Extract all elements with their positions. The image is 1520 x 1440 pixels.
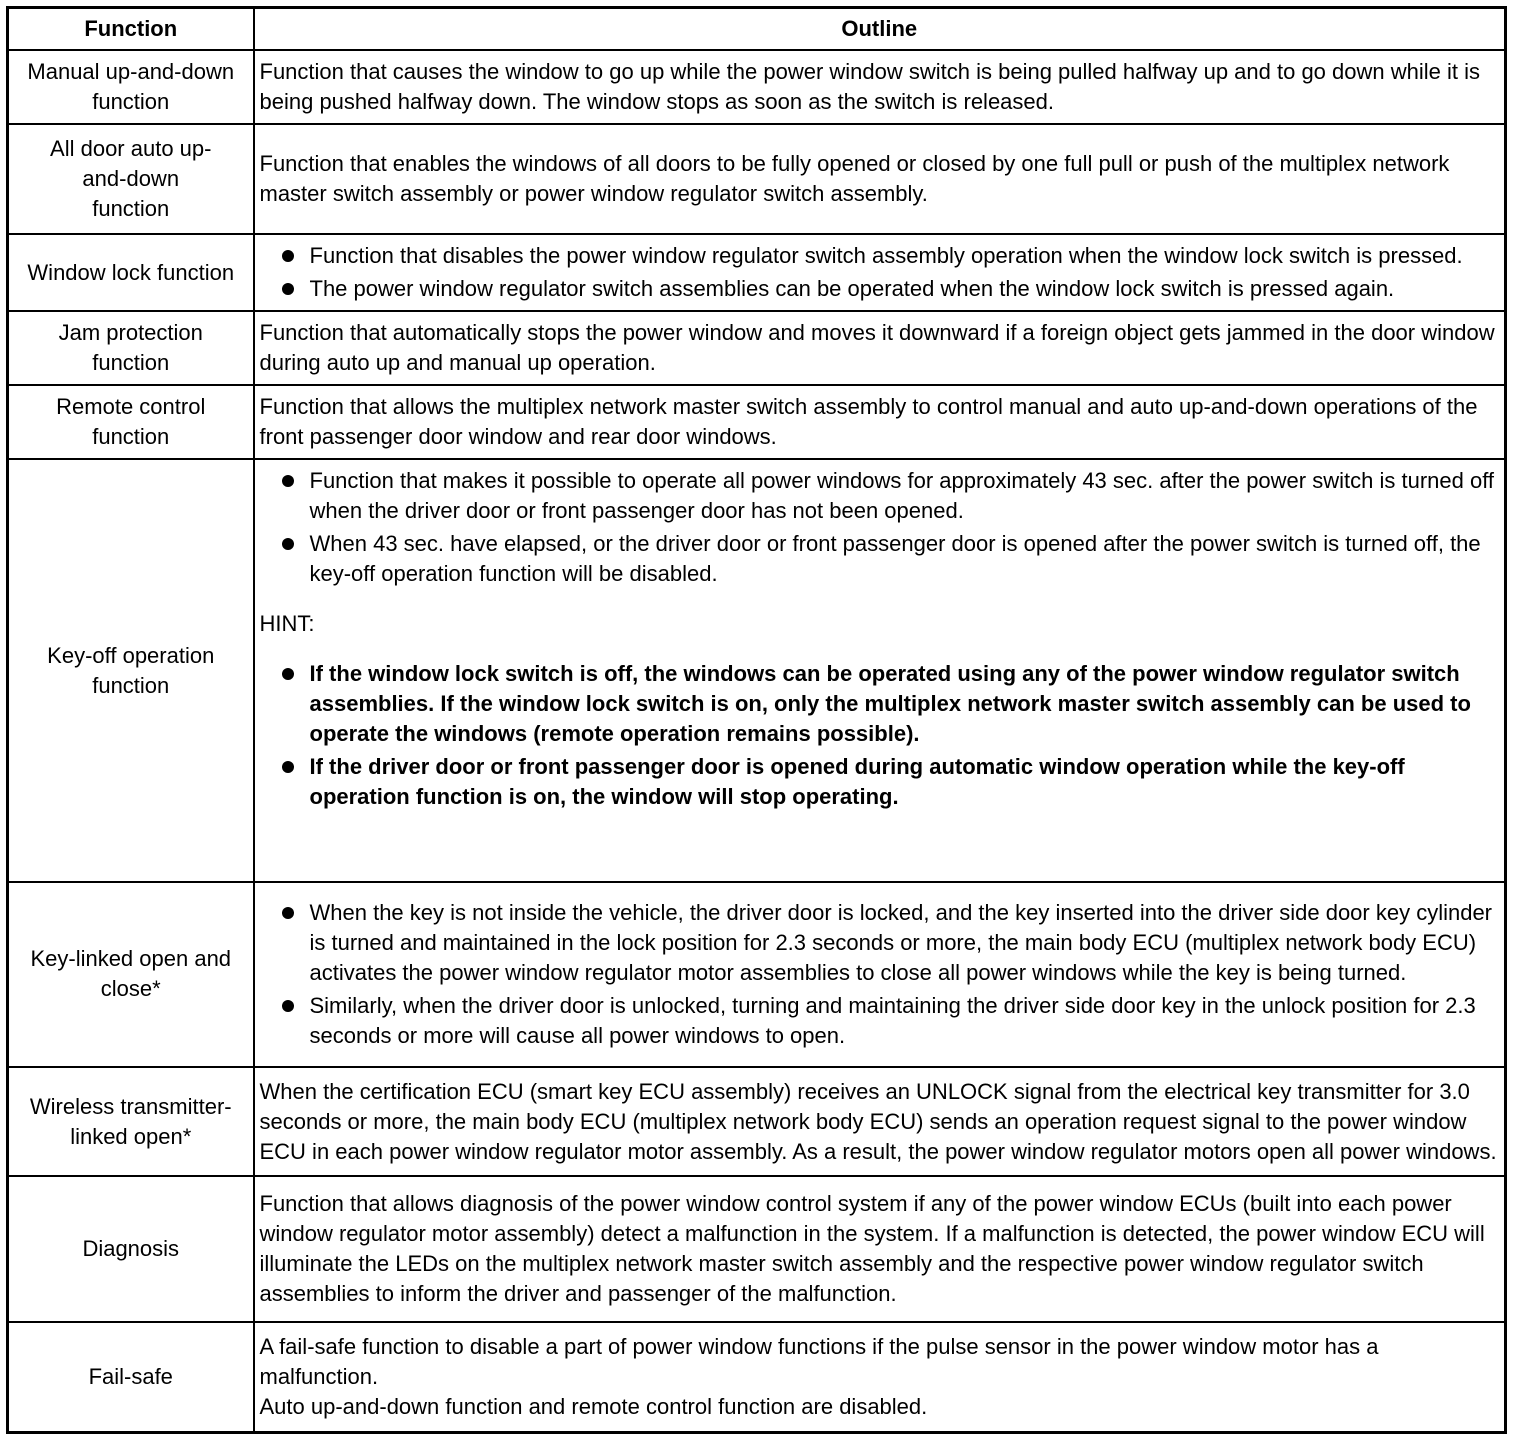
header-function: Function [8,8,254,51]
bullet-item: Function that disables the power window regulator switch assembly operation when the window lock switch is pressed. [260,241,1500,271]
bullet-list [260,466,1500,589]
function-name: Key-linked open and close* [8,882,254,1067]
outline-lines [254,1322,1506,1432]
row-diagnosis [8,1176,1506,1322]
row-fail-safe [8,1322,1506,1432]
function-name-text: Remote control function [56,394,206,450]
function-outline-table [6,6,1507,1434]
outline-line: Auto up-and-down function and remote control function are disabled. [259,1394,928,1420]
bullet-item: Function that makes it possible to operate all power windows for approximately 43 sec. after the power switch is turned off when the driver door or front passenger door has not been opened. [260,466,1500,526]
outline-bullets [254,882,1506,1067]
bullet-item: When 43 sec. have elapsed, or the driver door or front passenger door is opened after the power switch is turned off, the key-off operation function will be disabled. [260,529,1500,589]
outline-line: A fail-safe function to disable a part of power window functions if the pulse sensor in the power window motor has a malfunction. [259,1334,1379,1390]
hint-bullet-list [260,659,1500,812]
header-outline: Outline [254,8,1506,51]
function-name-text: Key-off operation function [47,642,215,698]
row-key-off [8,459,1506,881]
outline-text: Function that allows diagnosis of the power window control system if any of the power window ECUs (built into each power window regulator motor assembly) detect a malfunction in the system. If a malfunction is detected, the power window ECU will illuminate the LEDs on the multiplex network master switch assembly and the respective power window regulator switch assemblies to inform the driver and passenger of the malfunction. [254,1176,1506,1322]
row-window-lock [8,234,1506,312]
row-all-door [8,124,1506,234]
bullet-list [260,241,1500,304]
header-row [8,8,1506,51]
row-jam-protection [8,311,1506,385]
hint-label: HINT: [259,611,315,637]
outline-text: Function that causes the window to go up while the power window switch is being pulled halfway up and to go down while it is being pushed halfway down. The window stops as soon as the switch is released. [254,50,1506,124]
row-key-linked [8,882,1506,1067]
function-name-text: Jam protection function [58,320,203,376]
function-name [8,459,254,881]
outline-text: When the certification ECU (smart key ECU assembly) receives an UNLOCK signal from the electrical key transmitter for 3.0 seconds or more, the main body ECU (multiplex network body ECU) sends an operation request signal to the power window ECU in each power window regulator motor assembly. As a result, the power window regulator motors open all power windows. [254,1067,1506,1177]
function-name-text: Wireless transmitter-linked open* [29,1093,232,1149]
bullet-item: When the key is not inside the vehicle, the driver door is locked, and the key inserted into the driver side door key cylinder is turned and maintained in the lock position for 2.3 seconds or more, the main body ECU (multiplex network body ECU) activates the power window regulator motor assemblies to close all power windows while the key is being turned. [260,898,1500,988]
bullet-list [260,898,1500,1051]
function-name [8,1067,254,1177]
outline-bullets [254,234,1506,312]
outline-bullets [254,459,1506,881]
row-wireless [8,1067,1506,1177]
function-name [8,124,254,234]
outline-text: Function that enables the windows of all doors to be fully opened or closed by one full pull or push of the multiplex network master switch assembly or power window regulator switch assembly. [254,124,1506,234]
outline-text: Function that allows the multiplex network master switch assembly to control manual and auto up-and-down operations of the front passenger door window and rear door windows. [254,385,1506,459]
function-name: Manual up-and-down function [8,50,254,124]
function-name: Window lock function [8,234,254,312]
bullet-item: The power window regulator switch assemblies can be operated when the window lock switch is pressed again. [260,274,1500,304]
function-name-text: All door auto up-and-down function [50,135,212,221]
bullet-item: Similarly, when the driver door is unlocked, turning and maintaining the driver side door key in the unlock position for 2.3 seconds or more will cause all power windows to open. [260,991,1500,1051]
function-name: Fail-safe [8,1322,254,1432]
outline-text: Function that automatically stops the power window and moves it downward if a foreign object gets jammed in the door window during auto up and manual up operation. [254,311,1506,385]
function-name [8,385,254,459]
hint-bullet-item: If the window lock switch is off, the windows can be operated using any of the power window regulator switch assemblies. If the window lock switch is on, only the multiplex network master switch assembly can be used to operate the windows (remote operation remains possible). [260,659,1500,749]
row-manual [8,50,1506,124]
hint-bullet-item: If the driver door or front passenger door is opened during automatic window operation while the key-off operation function is on, the window will stop operating. [260,752,1500,812]
row-remote-control [8,385,1506,459]
function-name: Diagnosis [8,1176,254,1322]
function-name [8,311,254,385]
